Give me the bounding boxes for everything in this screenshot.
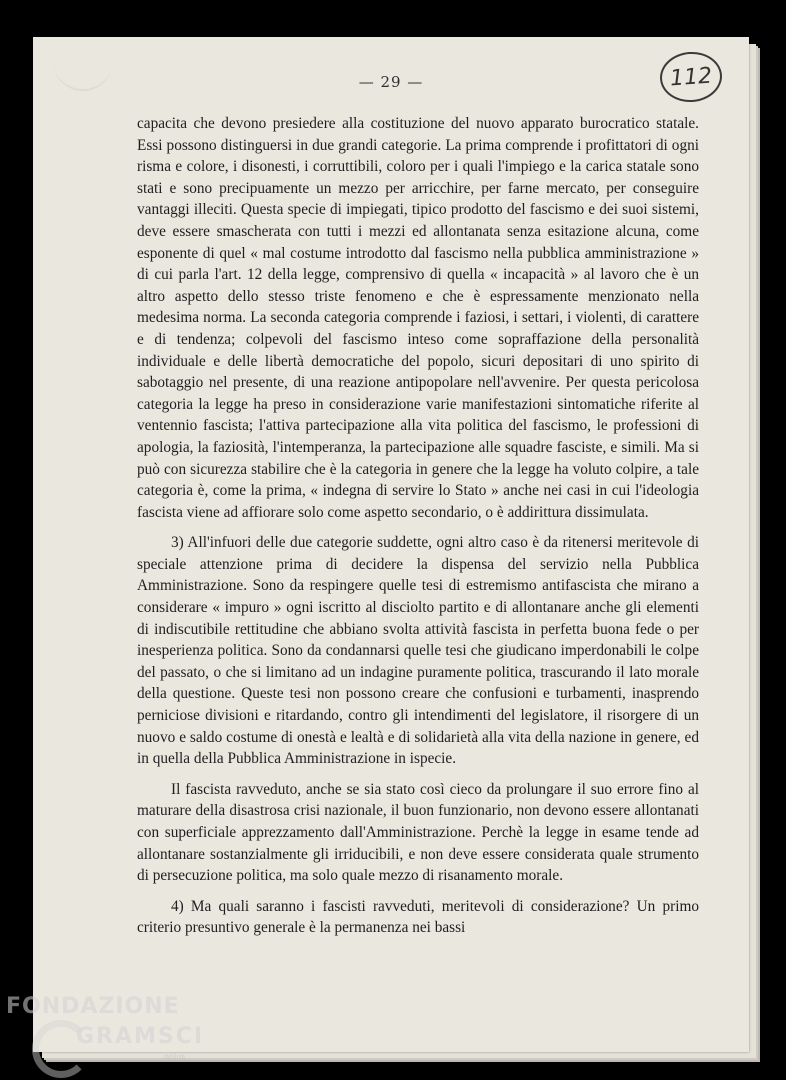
body-text [137,113,699,939]
paragraph-3: Il fascista ravveduto, anche se sia stato così cieco da prolungare il suo errore fino al maturare della disastrosa crisi nazionale, il buon funzionario, non devono essere allontanati con superficiale apprezzamento dall'Amministrazione. Perchè la legge in esame tende ad allontanare sostanzialmente gli irriducibili, e non deve essere considerata quale strumento di persecuzione politica, ma solo quale mezzo di risanamento morale. [137,780,699,885]
watermark-line2: GRAMSCI [76,1024,205,1049]
page-number: — 29 — [358,73,424,91]
watermark-small: onlus [164,1052,186,1061]
watermark-line1: FONDAZIONE [6,994,180,1019]
paragraph-2: 3) All'infuori delle due categorie suddette, ogni altro caso è da ritenersi meritevole di speciale attenzione prima di decidere la dispensa del servizio nella Pubblica Amministrazione. Sono da respingere quelle tesi di estremismo antifascista che mirano a considerare « impuro » ogni iscritto al disciolto partito e di allontanare anche gli elementi di indiscutibile rettitudine che abbiano svolta attività fascista in perfetta buona fede o per inesperienza politica. Sono da condannarsi quelle tesi che giudicano imperdonabili le colpe del passato, o che si limitano ad un indagine puramente politica, trascurando il lato morale della questione. Queste tesi non possono creare che confusioni e turbamenti, inasprendo perniciose divisioni e ritardando, contro gli intendimenti del legislatore, il risorgere di un nuovo e saldo costume di onestà e lealtà e di solidarietà alla vita della nazione in genere, ed in quella della Pubblica Amministrazione in ispecie. [137,534,699,768]
paragraph-1: capacita che devono presiedere alla costituzione del nuovo apparato burocratico statale. Essi possono distinguersi in due grandi categorie. La prima comprende i profittatori di ogni risma e colore, i disonesti, i corruttibili, coloro per i quali l'impiego e la carica statale sono stati e sono precipuamente un mezzo per arricchire, per farne mercato, per conseguire vantaggi illeciti. Questa specie di impiegati, tipico prodotto del fascismo e dei suoi sistemi, deve essere smascherata con tutti i mezzi ed allontanata senza esitazione alcuna, come esponente di quel « mal costume introdotto dal fascismo nella pubblica amministrazione » di cui parla l'art. 12 della legge, comprensivo di quella « incapacità » al lavoro che è un altro aspetto dello stesso triste fenomeno e che è espressamente menzionato nella medesima norma. La seconda categoria comprende i faziosi, i settari, i violenti, di carattere e di tendenza; colpevoli del fascismo inteso come sopraffazione della personalità individuale e delle libertà democratiche del popolo, sicuri depositari di uno spirito di sabotaggio nel presente, di una reazione antipopolare nell'avvenire. Per questa pericolosa categoria la legge ha preso in considerazione varie manifestazioni sintomatiche riferite al ventennio fascista; l'attiva partecipazione alla vita politica del fascismo, le professioni di apologia, la faziosità, l'intemperanza, la partecipazione alle squadre fasciste, e simili. Ma si può con sicurezza stabilire che è la categoria in genere che la legge ha voluto colpire, a tale categoria è, come la prima, « indegna di servire lo Stato » anche nei casi in cui l'ideologia fascista viene ad affiorare solo come aspetto secondario, o è addirittura dissimulata. [137,115,699,521]
document-page [33,37,749,1052]
archive-number: 112 [669,63,713,91]
archive-number-circle [658,50,723,104]
paragraph-4: 4) Ma quali saranno i fascisti ravveduti, meritevoli di considerazione? Un primo criterio presuntivo generale è la permanenza nei bassi [137,897,699,937]
